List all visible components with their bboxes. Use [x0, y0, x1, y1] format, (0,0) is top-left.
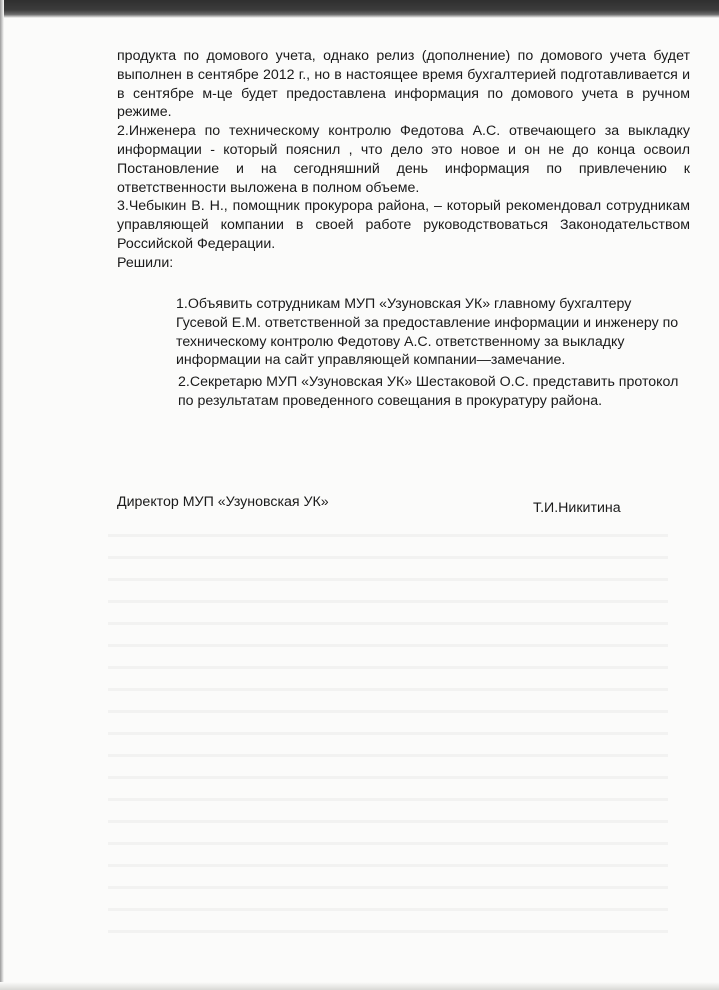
decisions-list: [176, 295, 686, 411]
scan-left-edge: [0, 0, 4, 990]
document-body: [117, 47, 690, 273]
paragraph-item-3: 3.Чебыкин В. Н., помощник прокурора района, – который рекомендовал сотрудникам управляющей компании в своей работе руководствоваться Законодательством Российской Федерации.: [117, 198, 690, 252]
decision-item-2: 2.Секретарю МУП «Узуновская УК» Шестаковой О.С. представить протокол по результатам проведенного совещания в прокуратуру района.: [178, 374, 679, 409]
reverse-side-bleed-through: [108, 520, 668, 940]
scan-top-shadow: [0, 0, 719, 18]
decisions-heading: Решили:: [117, 254, 174, 271]
paragraph-item-2: 2.Инженера по техническому контролю Федотова А.С. отвечающего за выкладку информации - который пояснил , что дело это новое и он не до конца освоил Постановление и на сегодняшний день информация по привлечению к ответственности выложена в полном объеме.: [117, 123, 690, 196]
scan-bottom-edge: [0, 982, 719, 990]
paragraph-continuation: продукта по домового учета, однако релиз (дополнение) по домового учета будет выполнен в сентябре 2012 г., но в настоящее время бухгалтерией подготавливается и в сентябре м-це будет предоставлена информация по домового учета в ручном режиме.: [117, 48, 690, 121]
signatory-name: Т.И.Никитина: [533, 500, 621, 516]
decision-item-1: 1.Объявить сотрудникам МУП «Узуновская УК» главному бухгалтеру Гусевой Е.М. ответственной за предоставление информации и инженеру по техническому контролю Федотову А.С. ответственному за выкладку информации на сайт управляющей компании—замечание.: [176, 296, 679, 369]
signatory-position: Директор МУП «Узуновская УК»: [117, 494, 329, 510]
